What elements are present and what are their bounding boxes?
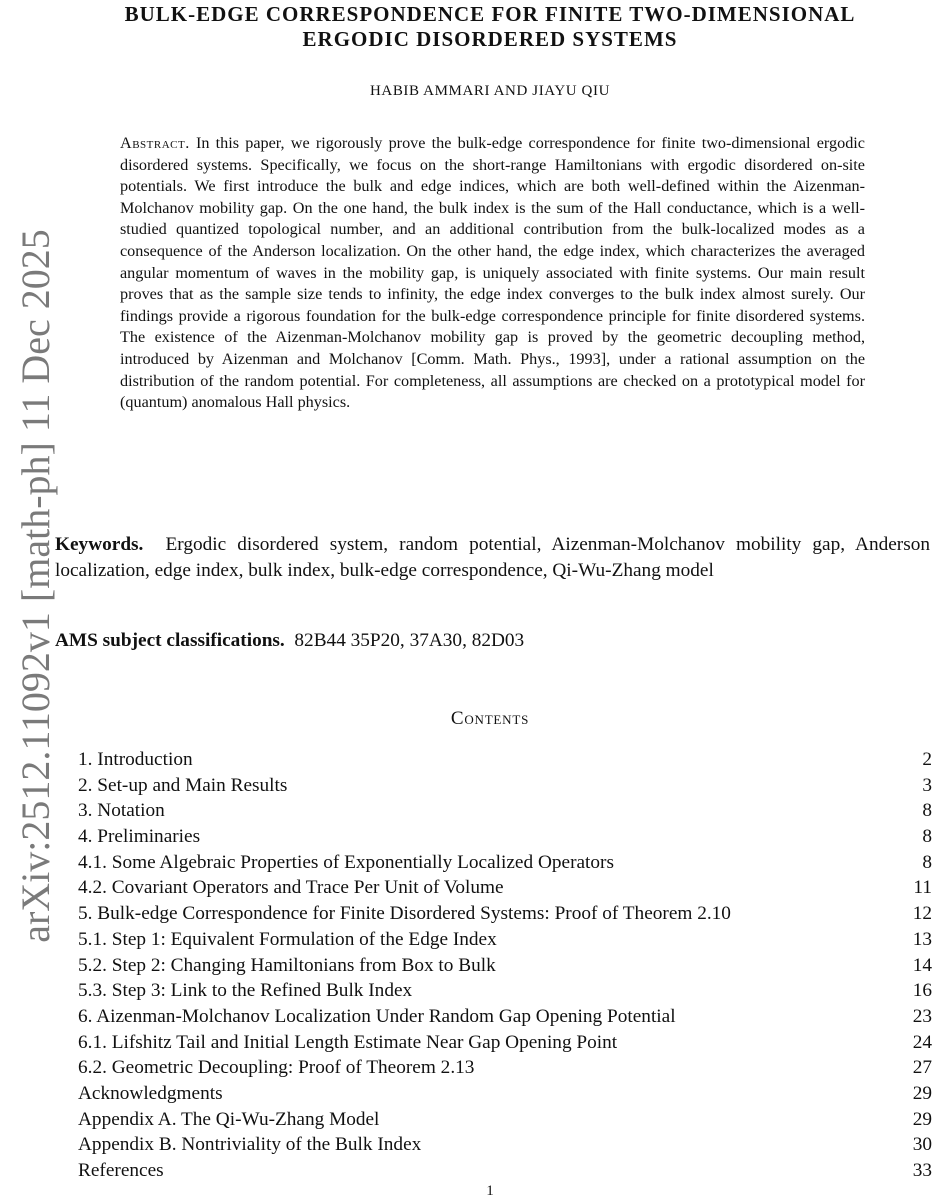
toc-entry-page: 29 [912, 1108, 932, 1130]
arxiv-identifier-stamp: arXiv:2512.11092v1 [math-ph] 11 Dec 2025 [13, 229, 58, 943]
abstract [120, 133, 865, 414]
toc-entry-title: Acknowledgments [78, 1082, 223, 1104]
toc-entry-title: 4. Preliminaries [78, 826, 201, 848]
toc-entry[interactable] [78, 850, 932, 876]
toc-entry-page: 30 [912, 1134, 932, 1156]
toc-entry-page: 8 [922, 826, 932, 848]
toc-entry-page: 3 [922, 774, 932, 796]
toc-entry-page: 24 [912, 1031, 932, 1053]
toc-entry[interactable] [78, 1158, 932, 1184]
abstract-label: Abstract. [120, 134, 190, 152]
toc-entry-page: 2 [922, 749, 932, 770]
toc-entry-title: 5.1. Step 1: Equivalent Formulation of the Edge Index [78, 928, 497, 950]
toc-entry-title: 6.2. Geometric Decoupling: Proof of Theorem 2.13 [78, 1057, 475, 1079]
paper-title [50, 2, 930, 52]
table-of-contents [78, 747, 932, 1184]
keywords [55, 532, 930, 584]
toc-entry-title: 5.2. Step 2: Changing Hamiltonians from Box to Bulk [78, 954, 496, 976]
toc-entry-title: 1. Introduction [78, 749, 193, 770]
paper-title-line-1: BULK-EDGE CORRESPONDENCE FOR FINITE TWO-DIMENSIONAL [124, 2, 856, 26]
toc-entry-title: References [78, 1160, 164, 1181]
toc-entry[interactable] [78, 978, 932, 1004]
toc-entry-page: 16 [912, 980, 932, 1002]
toc-entry-page: 8 [922, 800, 932, 822]
toc-entry-title: 3. Notation [78, 800, 165, 822]
toc-entry[interactable] [78, 1030, 932, 1056]
toc-entry-title: 6.1. Lifshitz Tail and Initial Length Estimate Near Gap Opening Point [78, 1031, 618, 1053]
toc-entry[interactable] [78, 927, 932, 953]
paper-title-line-2: ERGODIC DISORDERED SYSTEMS [302, 27, 678, 51]
toc-entry-page: 27 [912, 1057, 932, 1079]
toc-entry[interactable] [78, 901, 932, 927]
toc-entry[interactable] [78, 1132, 932, 1158]
toc-entry[interactable] [78, 1004, 932, 1030]
toc-entry[interactable] [78, 1107, 932, 1133]
toc-entry[interactable] [78, 824, 932, 850]
toc-entry[interactable] [78, 798, 932, 824]
toc-entry-title: 4.2. Covariant Operators and Trace Per Unit of Volume [78, 877, 504, 899]
toc-entry-page: 11 [913, 877, 932, 899]
toc-entry-title: Appendix B. Nontriviality of the Bulk Index [78, 1134, 422, 1156]
toc-entry-page: 13 [912, 928, 932, 950]
toc-entry-page: 12 [912, 903, 932, 925]
ams-label: AMS subject classifications. [55, 630, 285, 651]
toc-entry-page: 23 [912, 1005, 932, 1027]
toc-entry[interactable] [78, 773, 932, 799]
toc-entry-title: 5. Bulk-edge Correspondence for Finite Disordered Systems: Proof of Theorem 2.10 [78, 903, 731, 925]
toc-entry-title: Appendix A. The Qi-Wu-Zhang Model [78, 1108, 380, 1130]
toc-entry-title: 5.3. Step 3: Link to the Refined Bulk Index [78, 980, 413, 1002]
toc-entry-page: 33 [912, 1160, 932, 1181]
toc-entry[interactable] [78, 953, 932, 979]
toc-entry-title: 6. Aizenman-Molchanov Localization Under Random Gap Opening Potential [78, 1005, 676, 1027]
toc-entry[interactable] [78, 1055, 932, 1081]
ams-codes: 82B44 35P20, 37A30, 82D03 [294, 630, 525, 651]
abstract-text: In this paper, we rigorously prove the bulk-edge correspondence for finite two-dimensional ergodic disordered systems. Specifically, we focus on the short-range Hamiltonians with ergodic disordered on-site potentials. We first introduce the bulk and edge indices, which are both well-defined within the Aizenman-Molchanov mobility gap. On the one hand, the bulk index is the sum of the Hall conductance, which is a well-studied quantized topological number, and an additional contribution from the bulk-localized modes as a consequence of the Anderson localization. On the other hand, the edge index, which characterizes the averaged angular momentum of waves in the mobility gap, is uniquely associated with finite systems. Our main result proves that as the sample size tends to infinity, the edge index converges to the bulk index almost surely. Our findings provide a rigorous foundation for the bulk-edge correspondence principle for finite disordered systems. The existence of the Aizenman-Molchanov mobility gap is proved by the geometric decoupling method, introduced by Aizenman and Molchanov [Comm. Math. Phys., 1993], under a rational assumption on the distribution of the random potential. For completeness, all assumptions are checked on a prototypical model for (quantum) anomalous Hall physics. [120, 134, 865, 412]
keywords-text: Ergodic disordered system, random potential, Aizenman-Molchanov mobility gap, Anderson localization, edge index, bulk index, bulk-edge correspondence, Qi-Wu-Zhang model [55, 534, 930, 581]
ams-classifications [55, 628, 930, 654]
toc-entry[interactable] [78, 1081, 932, 1107]
authors: HABIB AMMARI AND JIAYU QIU [369, 83, 611, 99]
toc-entry-title: 2. Set-up and Main Results [78, 774, 288, 796]
keywords-label: Keywords. [55, 534, 144, 555]
toc-entry-title: 4.1. Some Algebraic Properties of Exponentially Localized Operators [78, 851, 614, 873]
contents-heading: Contents [450, 708, 530, 729]
toc-entry-page: 8 [922, 851, 932, 873]
toc-entry-page: 29 [912, 1082, 932, 1104]
page-number: 1 [486, 1183, 494, 1199]
toc-entry-page: 14 [912, 954, 932, 976]
toc-entry[interactable] [78, 747, 932, 773]
toc-entry[interactable] [78, 875, 932, 901]
